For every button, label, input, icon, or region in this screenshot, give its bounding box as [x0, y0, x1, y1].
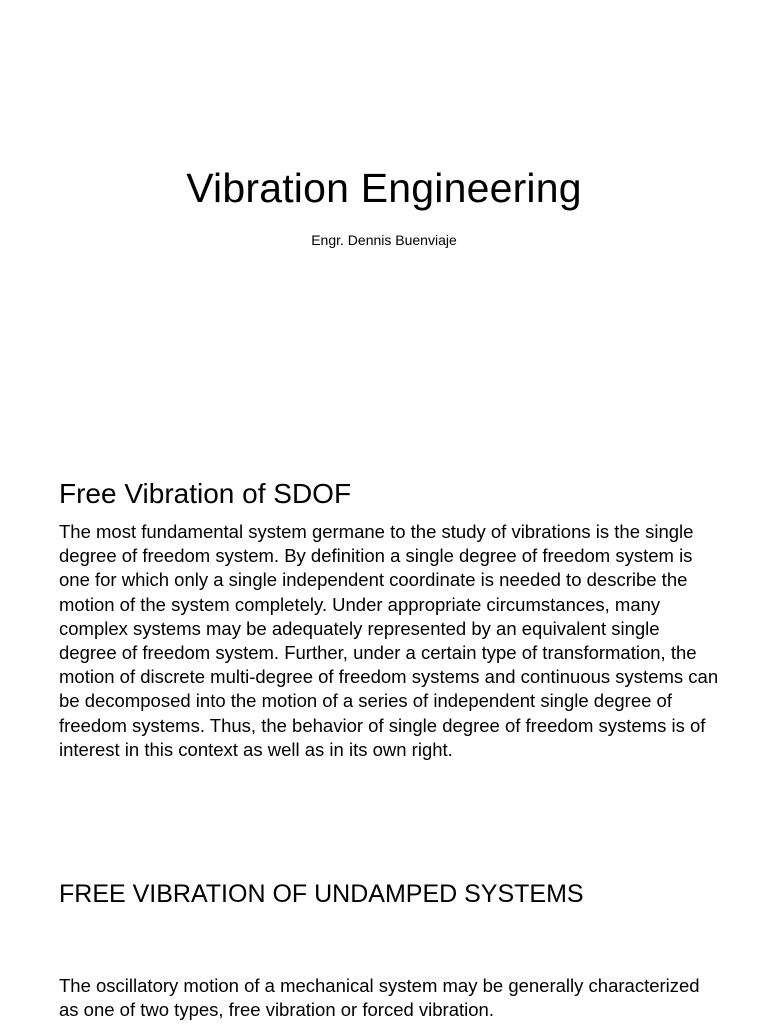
author-name: Engr. Dennis Buenviaje: [311, 232, 457, 248]
body-paragraph: The most fundamental system germane to the study of vibrations is the single degree of freedom system. By definition a single degree of freedom system is one for which only a single independent coordinate is needed to describe the motion of the system completely. Under appropriate circumstances, many complex systems may be adequately represented by an equivalent single degree of freedom system. Further, under a certain type of transformation, the motion of discrete multi-degree of freedom systems and continuous systems can be decomposed into the motion of a series of independent single degree of freedom systems. Thus, the behavior of single degree of freedom systems is of interest in this context as well as in its own right.: [59, 521, 719, 760]
body-paragraph: The oscillatory motion of a mechanical system may be generally characterized as one of two types, free vibration or forced vibration.: [59, 975, 700, 1021]
sdof-slide: [0, 470, 768, 830]
page-title: Vibration Engineering: [186, 165, 582, 211]
section-heading: Free Vibration of SDOF: [59, 478, 352, 509]
title-slide: [0, 0, 768, 430]
section-heading: FREE VIBRATION OF UNDAMPED SYSTEMS: [59, 880, 584, 908]
undamped-slide: [0, 860, 768, 1024]
